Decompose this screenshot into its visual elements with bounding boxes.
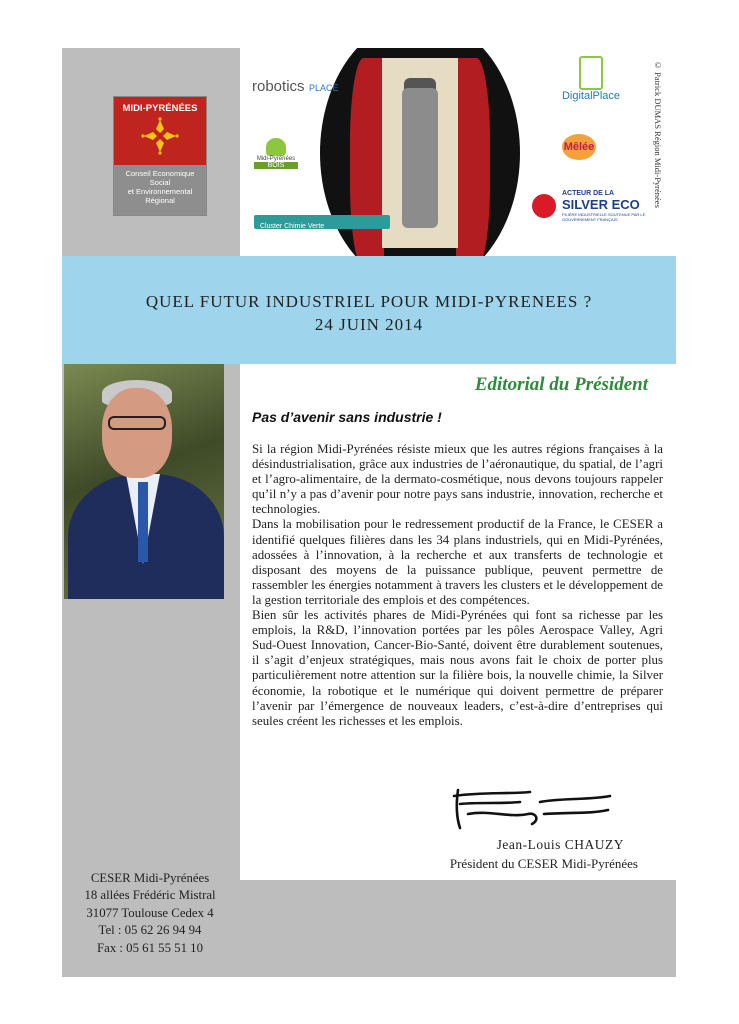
editorial-body bbox=[252, 442, 663, 729]
page-title: QUEL FUTUR INDUSTRIEL POUR MIDI-PYRENEES ? bbox=[145, 292, 593, 311]
page-date: 24 JUIN 2014 bbox=[314, 315, 424, 334]
address-line: CESER Midi-Pyrénées bbox=[90, 871, 210, 885]
title-band bbox=[62, 256, 676, 364]
fax-line: Fax : 05 61 55 51 10 bbox=[97, 940, 203, 955]
editorial-heading: Editorial du Président bbox=[474, 374, 648, 395]
digital-place-logo: DigitalPlace bbox=[558, 56, 624, 102]
chimie-verte-logo: Cluster Chimie Verte bbox=[254, 215, 390, 229]
logo-name: MIDI-PYRÉNÉES bbox=[122, 103, 198, 114]
midi-pyrenees-bois-logo: Midi-Pyrénées BOIS bbox=[254, 138, 298, 169]
signatory-name: Jean-Louis CHAUZY bbox=[496, 837, 624, 852]
handwritten-signature bbox=[440, 784, 620, 834]
robotics-place-logo: robotics PLACE bbox=[252, 78, 339, 95]
partners-banner: robotics PLACE Midi-Pyrénées BOIS Cluster Chimie Verte DigitalPlace Mêlée ACTEUR DE LA SILVER ECO FILIÈRE INDUSTRIELLE SOUTENUE PAR LE GOUVERNEMENT FRANÇAIS bbox=[240, 48, 676, 256]
editorial-paragraph: Dans la mobilisation pour le redressement productif de la France, le CESER a identifié quelques filières dans les 34 plans industriels, qui en Midi-Pyrénées, adossées à l’innovation, à la recherche et aux transferts de technologie et disposant des moyens de la puissance publique, peuvent permettre de rassembler les énergies notamment à travers les clusters et le développement de la gestion territoriale des emplois et des compétences. bbox=[252, 517, 663, 607]
president-portrait bbox=[64, 364, 224, 599]
phone-line: Tel : 05 62 26 94 94 bbox=[98, 923, 202, 938]
address-line: 31077 Toulouse Cedex 4 bbox=[86, 905, 214, 920]
editorial-paragraph: Bien sûr les activités phares de Midi-Pyrénées qui font sa richesse par les emplois, la R&D, l’innovation portées par les pôles Aerospace Valley, Agri Sud-Ouest Innovation, Cancer-Bio-Santé, doivent être durablement soutenues, il s’agit d’enjeux stratégiques, mais nous avons fait le choix de porter plus particulièrement notre attention sur la filière bois, la nouvelle chimie, la Silver économie, la robotique et le numérique qui doivent permettre de préparer l’avenir par l’émergence de nouveaux leaders, c’est-à-dire d’entreprises qui seules créent les richesses et les emplois. bbox=[252, 608, 663, 728]
editorial-subheading: Pas d’avenir sans industrie ! bbox=[252, 409, 442, 425]
melee-logo: Mêlée bbox=[562, 134, 638, 174]
occitan-cross-icon bbox=[141, 117, 179, 155]
signatory-title: Président du CESER Midi-Pyrénées bbox=[449, 856, 638, 871]
editorial-paragraph: Si la région Midi-Pyrénées résiste mieux que les autres régions françaises à la désindustrialisation, grâce aux industries de l’aéronautique, du spatial, de l’agri et l’agro-alimentaire, de la dermato-cosmétique, nous devons toujours rappeler qu’il n’y a pas d’avenir pour notre pays sans industrie, innovation, recherche et technologies. bbox=[252, 442, 663, 517]
logo-subtitle: Conseil Economique Social et Environnemental Régional bbox=[125, 169, 195, 205]
midi-pyrenees-logo bbox=[113, 96, 207, 216]
photo-credit: © Patrick DUMAS Région Midi-Pyrénées bbox=[653, 60, 663, 208]
address-line: 18 allées Frédéric Mistral bbox=[84, 888, 216, 903]
contact-address bbox=[62, 870, 238, 957]
